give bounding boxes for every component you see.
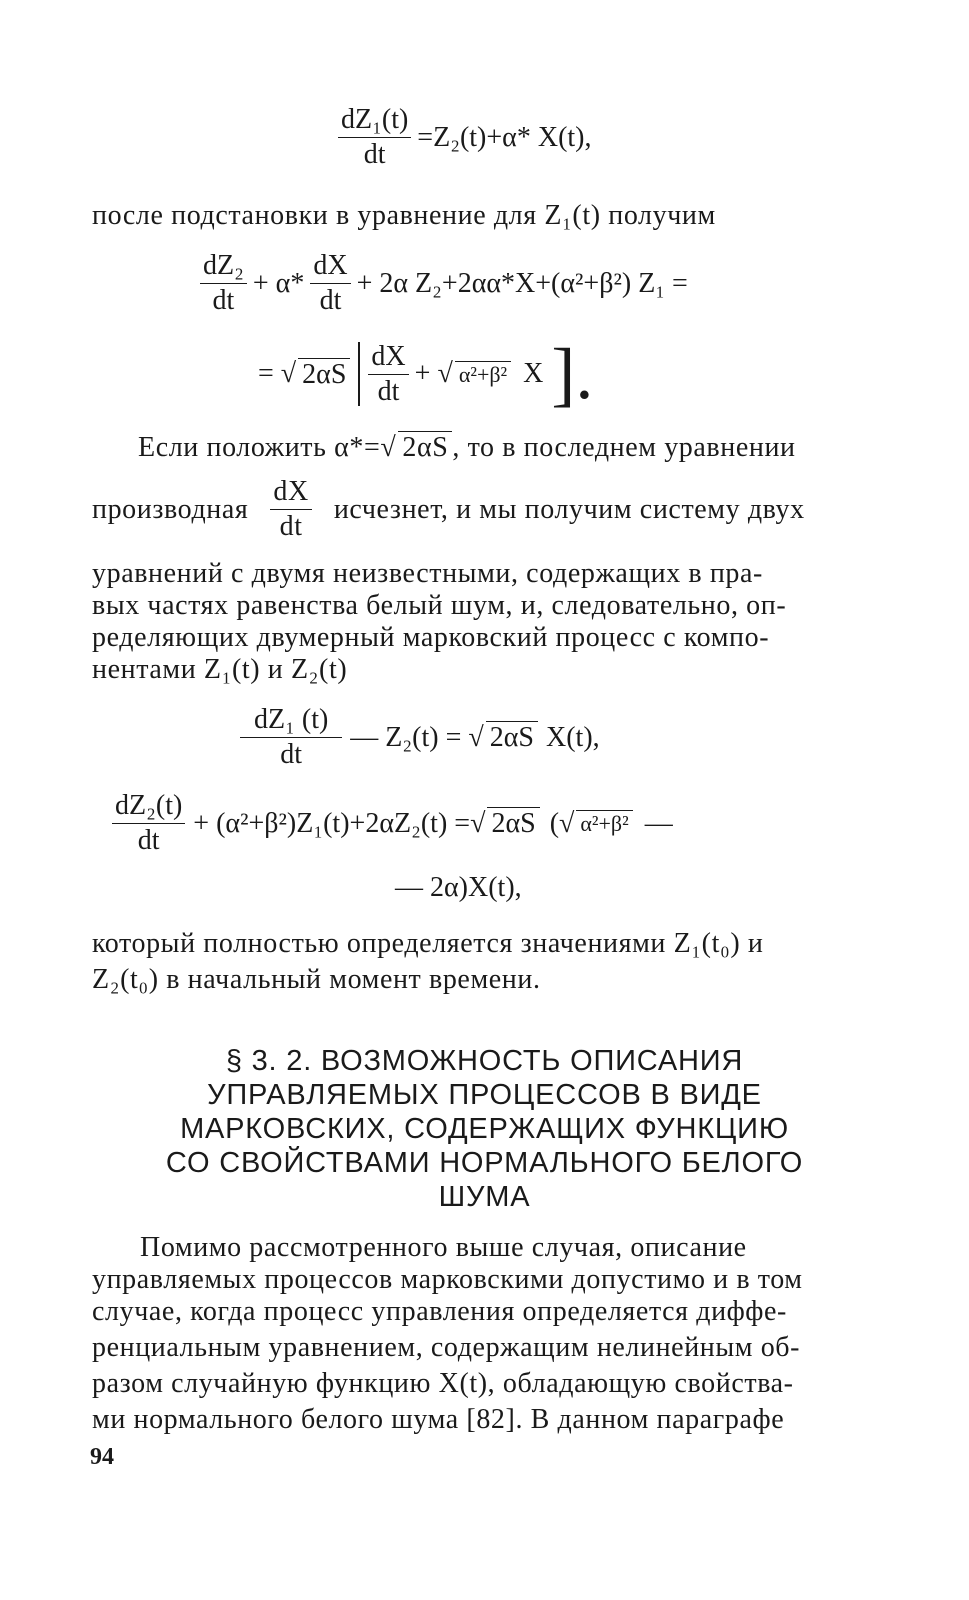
text-span: , то в последнем уравнении xyxy=(452,432,796,463)
text-line: Помимо рассмотренного выше случая, описание xyxy=(140,1232,747,1263)
text-line xyxy=(138,432,796,464)
numerator: dZ₂ xyxy=(200,252,247,284)
system-equation-1 xyxy=(240,706,600,769)
text-span: Если положить α*=√ xyxy=(138,432,397,463)
radicand: α²+β² xyxy=(576,810,632,837)
radicand: 2αS xyxy=(398,431,452,463)
numerator: dX xyxy=(368,343,408,375)
text-span: производная xyxy=(92,493,249,525)
radicand: 2αS xyxy=(486,721,538,754)
text-line: случае, когда процесс управления определяется диффе- xyxy=(92,1296,787,1327)
equation-term: + 2α Z₂+2αα*X+(α²+β²) Z₁ = xyxy=(356,267,688,299)
equation-term: — 2α)X(t), xyxy=(395,872,522,903)
text-line: ределяющих двумерный марковский процесс с компо- xyxy=(92,622,770,653)
section-heading xyxy=(0,1044,969,1214)
system-equation-2 xyxy=(112,792,673,855)
heading-line: МАРКОВСКИХ, СОДЕРЖАЩИХ ФУНКЦИЮ xyxy=(180,1113,789,1145)
equation-2-line-1 xyxy=(200,252,688,315)
closing-bracket: ]. xyxy=(551,334,594,414)
fraction xyxy=(310,252,350,315)
fraction xyxy=(200,252,247,315)
page-number: 94 xyxy=(90,1444,114,1470)
equation-term: X(t), xyxy=(546,721,600,753)
heading-line: СО СВОЙСТВАМИ НОРМАЛЬНОГО БЕЛОГО xyxy=(165,1147,804,1179)
fraction xyxy=(240,706,342,769)
fraction xyxy=(270,478,311,541)
equation-1 xyxy=(338,106,592,169)
radicand: 2αS xyxy=(487,807,539,840)
radicand: α²+β² xyxy=(455,361,511,388)
denominator: dt xyxy=(212,285,235,316)
fraction xyxy=(338,106,411,169)
equation-term: — Z₂(t) = √ xyxy=(350,721,484,753)
numerator: dZ₁ (t) xyxy=(240,706,342,738)
text-line: после подстановки в уравнение для Z₁(t) получим xyxy=(92,200,716,231)
equation-term: (√ xyxy=(549,807,575,839)
radicand: 2αS xyxy=(298,358,350,391)
text-line: ренциальным уравнением, содержащим нелинейным об- xyxy=(92,1332,801,1363)
numerator: dZ₂(t) xyxy=(112,792,185,824)
denominator: dt xyxy=(377,375,400,407)
denominator: dt xyxy=(279,511,303,542)
text-line: нентами Z₁(t) и Z₂(t) xyxy=(92,654,348,685)
denominator: dt xyxy=(363,139,386,170)
equation-term: X xyxy=(523,358,544,389)
heading-line: § 3. 2. ВОЗМОЖНОСТЬ ОПИСАНИЯ xyxy=(225,1045,744,1077)
text-line: уравнений с двумя неизвестными, содержащих в пра- xyxy=(92,558,763,589)
text-span: исчезнет, и мы получим систему двух xyxy=(333,493,805,525)
equation-term: — xyxy=(644,807,673,839)
numerator: dX xyxy=(310,252,350,284)
system-equation-2-cont xyxy=(395,872,522,904)
text-line: разом случайную функцию X(t), обладающую свойства- xyxy=(92,1368,794,1399)
text-line: который полностью определяется значениями Z₁(t₀) и xyxy=(92,928,764,959)
text-line: вых частях равенства белый шум, и, следовательно, оп- xyxy=(92,590,787,621)
heading-line: ШУМА xyxy=(438,1181,531,1213)
text-line: управляемых процессов марковскими допустимо и в том xyxy=(92,1264,803,1295)
text-line: ми нормального белого шума [82]. В данном параграфе xyxy=(92,1404,785,1435)
equation-2-line-2 xyxy=(258,334,594,414)
equation-term: = √ xyxy=(258,358,297,389)
equation-term: + (α²+β²)Z₁(t)+2αZ₂(t) =√ xyxy=(193,807,486,839)
equation-rhs: =Z₂(t)+α* X(t), xyxy=(417,121,592,153)
denominator: dt xyxy=(137,825,160,856)
text-line: Z₂(t₀) в начальный момент времени. xyxy=(92,964,541,995)
numerator: dZ₁(t) xyxy=(338,106,411,138)
equation-term: + √ xyxy=(414,358,453,389)
heading-line: УПРАВЛЯЕМЫХ ПРОЦЕССОВ В ВИДЕ xyxy=(207,1079,762,1111)
vertical-bar xyxy=(358,342,360,406)
denominator: dt xyxy=(280,739,303,770)
numerator: dX xyxy=(270,478,311,510)
text-line xyxy=(92,478,805,541)
fraction xyxy=(112,792,185,855)
denominator: dt xyxy=(319,285,342,316)
fraction xyxy=(368,340,408,407)
equation-term: + α* xyxy=(252,267,305,299)
